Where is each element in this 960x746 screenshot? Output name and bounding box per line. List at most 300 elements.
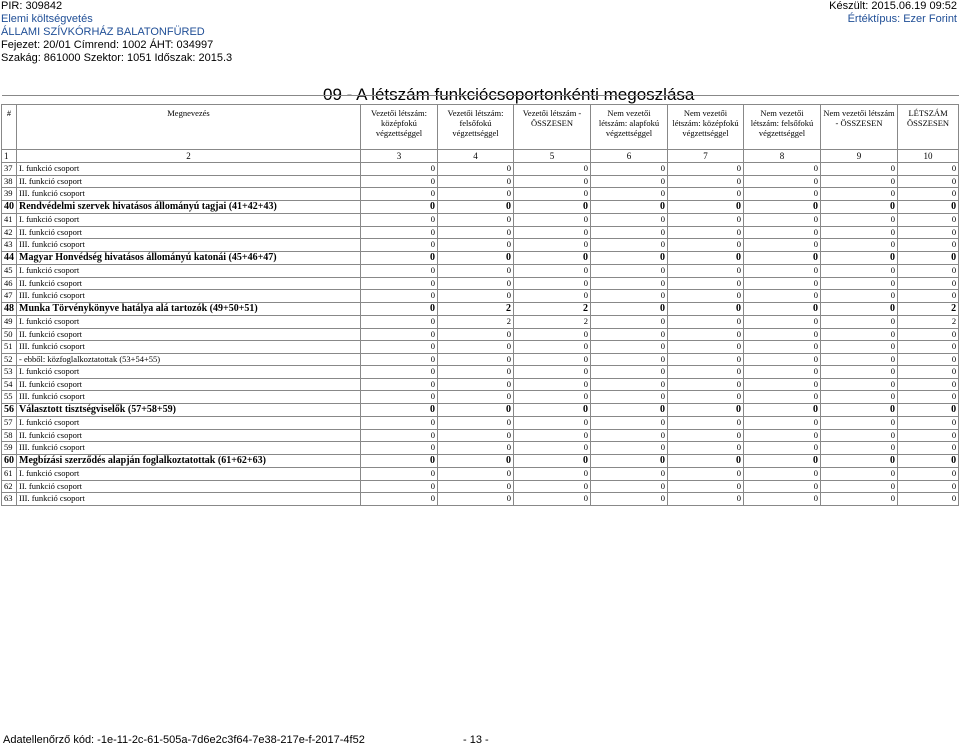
- cell-value: 0: [668, 316, 744, 329]
- cell-value: 0: [591, 251, 668, 265]
- row-number: 48: [2, 302, 17, 316]
- cell-value: 0: [821, 429, 898, 442]
- table-row: [2, 480, 959, 493]
- cell-value: 0: [898, 366, 959, 379]
- page-number: - 13 -: [463, 734, 489, 746]
- cell-value: 0: [668, 163, 744, 176]
- cell-value: 0: [591, 353, 668, 366]
- cell-value: 0: [438, 341, 514, 354]
- cell-value: 0: [591, 417, 668, 430]
- table-row: [2, 239, 959, 252]
- table-row: [2, 214, 959, 227]
- cell-value: 0: [361, 454, 438, 468]
- pir-line: PIR: 309842: [1, 0, 63, 12]
- cell-value: 0: [361, 403, 438, 417]
- table-row: [2, 403, 959, 417]
- cell-value: 0: [514, 366, 591, 379]
- row-number: 53: [2, 366, 17, 379]
- row-number: 54: [2, 378, 17, 391]
- cell-value: 2: [898, 316, 959, 329]
- cell-value: 0: [821, 214, 898, 227]
- table-row: [2, 200, 959, 214]
- cell-value: 0: [514, 378, 591, 391]
- cell-value: 0: [361, 391, 438, 404]
- column-number: 9: [821, 150, 898, 163]
- cell-value: 0: [591, 429, 668, 442]
- column-number: 7: [668, 150, 744, 163]
- cell-value: 0: [514, 353, 591, 366]
- row-number: 58: [2, 429, 17, 442]
- cell-value: 0: [668, 341, 744, 354]
- cell-value: 0: [744, 391, 821, 404]
- cell-value: 0: [591, 391, 668, 404]
- row-label: - ebből: közfoglalkoztatottak (53+54+55): [17, 353, 361, 366]
- cell-value: 0: [744, 341, 821, 354]
- cell-value: 0: [744, 265, 821, 278]
- cell-value: 0: [514, 239, 591, 252]
- table-row: [2, 265, 959, 278]
- column-header: Vezetői létszám - ÖSSZESEN: [514, 105, 591, 150]
- table-row: [2, 163, 959, 176]
- table-row: [2, 175, 959, 188]
- row-number: 47: [2, 290, 17, 303]
- cell-value: 0: [744, 328, 821, 341]
- institution-line: ÁLLAMI SZÍVKÓRHÁZ BALATONFÜRED: [1, 26, 205, 38]
- cell-value: 0: [361, 226, 438, 239]
- cell-value: 0: [821, 468, 898, 481]
- cell-value: 0: [898, 417, 959, 430]
- row-label: Rendvédelmi szervek hivatásos állományú tagjai (41+42+43): [17, 200, 361, 214]
- column-header: LÉTSZÁM ÖSSZESEN: [898, 105, 959, 150]
- column-header: Megnevezés: [17, 105, 361, 150]
- cell-value: 0: [898, 391, 959, 404]
- cell-value: 0: [744, 175, 821, 188]
- row-number: 50: [2, 328, 17, 341]
- cell-value: 0: [361, 468, 438, 481]
- cell-value: 0: [898, 163, 959, 176]
- cell-value: 0: [744, 468, 821, 481]
- cell-value: 0: [591, 226, 668, 239]
- cell-value: 0: [438, 454, 514, 468]
- column-number: 8: [744, 150, 821, 163]
- row-label: II. funkció csoport: [17, 378, 361, 391]
- row-label: I. funkció csoport: [17, 163, 361, 176]
- cell-value: 0: [514, 480, 591, 493]
- cell-value: 0: [591, 302, 668, 316]
- cell-value: 0: [361, 175, 438, 188]
- cell-value: 0: [514, 493, 591, 506]
- control-code: Adatellenőrző kód: -1e-11-2c-61-505a-7d6e2c3f64-7e38-217e-f-2017-4f52: [3, 734, 365, 746]
- cell-value: 0: [821, 163, 898, 176]
- row-number: 41: [2, 214, 17, 227]
- column-number: 2: [17, 150, 361, 163]
- row-label: I. funkció csoport: [17, 265, 361, 278]
- cell-value: 0: [821, 341, 898, 354]
- cell-value: 0: [668, 378, 744, 391]
- cell-value: 0: [438, 442, 514, 455]
- cell-value: 0: [514, 417, 591, 430]
- cell-value: 0: [514, 391, 591, 404]
- table-row: [2, 366, 959, 379]
- cell-value: 0: [821, 391, 898, 404]
- cell-value: 0: [744, 353, 821, 366]
- column-header: Nem vezetői létszám: felsőfokú végzettséggel: [744, 105, 821, 150]
- cell-value: 0: [591, 200, 668, 214]
- cell-value: 0: [361, 328, 438, 341]
- cell-value: 0: [744, 493, 821, 506]
- cell-value: 0: [361, 341, 438, 354]
- row-label: II. funkció csoport: [17, 175, 361, 188]
- row-number: 49: [2, 316, 17, 329]
- page-title: 09 - A létszám funkciócsoportonkénti megoszlása: [323, 85, 695, 104]
- cell-value: 0: [438, 391, 514, 404]
- column-number: 5: [514, 150, 591, 163]
- cell-value: 0: [668, 251, 744, 265]
- row-number: 63: [2, 493, 17, 506]
- row-number: 55: [2, 391, 17, 404]
- cell-value: 0: [668, 200, 744, 214]
- column-number-row: [2, 150, 959, 163]
- cell-value: 0: [744, 277, 821, 290]
- cell-value: 0: [514, 214, 591, 227]
- cell-value: 0: [821, 316, 898, 329]
- row-label: III. funkció csoport: [17, 188, 361, 201]
- cell-value: 0: [668, 175, 744, 188]
- cell-value: 0: [361, 480, 438, 493]
- cell-value: 0: [744, 454, 821, 468]
- cell-value: 0: [898, 493, 959, 506]
- cell-value: 2: [514, 302, 591, 316]
- table-row: [2, 277, 959, 290]
- row-label: III. funkció csoport: [17, 442, 361, 455]
- cell-value: 0: [591, 163, 668, 176]
- row-number: 40: [2, 200, 17, 214]
- cell-value: 0: [821, 265, 898, 278]
- row-label: II. funkció csoport: [17, 480, 361, 493]
- cell-value: 0: [821, 302, 898, 316]
- cell-value: 0: [514, 200, 591, 214]
- table-row: [2, 302, 959, 316]
- cell-value: 0: [668, 188, 744, 201]
- cell-value: 0: [668, 417, 744, 430]
- cell-value: 0: [821, 353, 898, 366]
- cell-value: 0: [668, 302, 744, 316]
- cell-value: 0: [744, 239, 821, 252]
- cell-value: 0: [591, 316, 668, 329]
- cell-value: 0: [821, 417, 898, 430]
- cell-value: 0: [898, 290, 959, 303]
- cell-value: 0: [438, 353, 514, 366]
- cell-value: 0: [514, 429, 591, 442]
- cell-value: 0: [744, 200, 821, 214]
- cell-value: 0: [361, 251, 438, 265]
- cell-value: 0: [361, 442, 438, 455]
- column-header-row: [2, 105, 959, 150]
- row-label: I. funkció csoport: [17, 417, 361, 430]
- cell-value: 0: [744, 442, 821, 455]
- cell-value: 0: [514, 251, 591, 265]
- column-header: Nem vezetői létszám: alapfokú végzettséggel: [591, 105, 668, 150]
- cell-value: 0: [898, 277, 959, 290]
- cell-value: 0: [591, 214, 668, 227]
- cell-value: 0: [821, 188, 898, 201]
- report-header-left: [1, 0, 232, 65]
- cell-value: 0: [591, 290, 668, 303]
- table-row: [2, 226, 959, 239]
- cell-value: 0: [361, 378, 438, 391]
- row-number: 42: [2, 226, 17, 239]
- cell-value: 0: [438, 188, 514, 201]
- cell-value: 0: [744, 429, 821, 442]
- row-label: II. funkció csoport: [17, 226, 361, 239]
- table-row: [2, 316, 959, 329]
- table-row: [2, 493, 959, 506]
- cell-value: 0: [361, 163, 438, 176]
- cell-value: 0: [438, 163, 514, 176]
- cell-value: 0: [821, 442, 898, 455]
- row-number: 44: [2, 251, 17, 265]
- table-row: [2, 429, 959, 442]
- cell-value: 0: [668, 366, 744, 379]
- cell-value: 0: [361, 290, 438, 303]
- cell-value: 0: [821, 454, 898, 468]
- cell-value: 0: [668, 429, 744, 442]
- cell-value: 0: [514, 163, 591, 176]
- cell-value: 0: [591, 493, 668, 506]
- row-label: I. funkció csoport: [17, 468, 361, 481]
- cell-value: 0: [668, 277, 744, 290]
- cell-value: 0: [438, 214, 514, 227]
- row-label: III. funkció csoport: [17, 290, 361, 303]
- cell-value: 0: [821, 378, 898, 391]
- cell-value: 0: [514, 341, 591, 354]
- cell-value: 0: [591, 480, 668, 493]
- cell-value: 0: [898, 175, 959, 188]
- table-row: [2, 251, 959, 265]
- cell-value: 0: [514, 277, 591, 290]
- cell-value: 0: [898, 341, 959, 354]
- cell-value: 0: [744, 188, 821, 201]
- table-row: [2, 468, 959, 481]
- row-label: Választott tisztségviselők (57+58+59): [17, 403, 361, 417]
- cell-value: 0: [361, 353, 438, 366]
- cell-value: 0: [591, 188, 668, 201]
- cell-value: 0: [744, 251, 821, 265]
- cell-value: 0: [591, 378, 668, 391]
- column-header: Vezetői létszám: felsőfokú végzettséggel: [438, 105, 514, 150]
- cell-value: 0: [514, 265, 591, 278]
- cell-value: 0: [744, 316, 821, 329]
- cell-value: 0: [898, 328, 959, 341]
- table-row: [2, 378, 959, 391]
- cell-value: 0: [361, 429, 438, 442]
- cell-value: 0: [668, 328, 744, 341]
- cell-value: 0: [821, 366, 898, 379]
- cell-value: 0: [438, 468, 514, 481]
- cell-value: 0: [898, 468, 959, 481]
- cell-value: 0: [591, 175, 668, 188]
- cell-value: 0: [898, 442, 959, 455]
- row-number: 52: [2, 353, 17, 366]
- cell-value: 0: [438, 328, 514, 341]
- cell-value: 2: [898, 302, 959, 316]
- cell-value: 0: [514, 226, 591, 239]
- cell-value: 0: [514, 442, 591, 455]
- cell-value: 0: [514, 188, 591, 201]
- table-row: [2, 341, 959, 354]
- cell-value: 0: [438, 366, 514, 379]
- cell-value: 0: [591, 277, 668, 290]
- cell-value: 0: [514, 468, 591, 481]
- cell-value: 0: [898, 429, 959, 442]
- table-row: [2, 290, 959, 303]
- row-number: 61: [2, 468, 17, 481]
- cell-value: 0: [898, 239, 959, 252]
- cell-value: 0: [744, 226, 821, 239]
- cell-value: 0: [668, 403, 744, 417]
- cell-value: 0: [591, 328, 668, 341]
- cell-value: 0: [744, 214, 821, 227]
- cell-value: 0: [668, 493, 744, 506]
- cell-value: 0: [438, 378, 514, 391]
- cell-value: 2: [438, 302, 514, 316]
- cell-value: 0: [438, 290, 514, 303]
- cell-value: 0: [438, 493, 514, 506]
- row-label: I. funkció csoport: [17, 316, 361, 329]
- column-header: #: [2, 105, 17, 150]
- row-number: 59: [2, 442, 17, 455]
- cell-value: 0: [438, 239, 514, 252]
- cell-value: 2: [514, 316, 591, 329]
- cell-value: 0: [821, 493, 898, 506]
- table-row: [2, 442, 959, 455]
- row-label: III. funkció csoport: [17, 239, 361, 252]
- cell-value: 0: [668, 391, 744, 404]
- cell-value: 0: [438, 200, 514, 214]
- cell-value: 0: [744, 366, 821, 379]
- cell-value: 0: [361, 417, 438, 430]
- table-row: [2, 417, 959, 430]
- cell-value: 0: [514, 290, 591, 303]
- cell-value: 0: [668, 214, 744, 227]
- row-number: 39: [2, 188, 17, 201]
- cell-value: 0: [898, 378, 959, 391]
- row-label: II. funkció csoport: [17, 277, 361, 290]
- cell-value: 0: [898, 251, 959, 265]
- cell-value: 0: [744, 403, 821, 417]
- cell-value: 0: [361, 493, 438, 506]
- chapter-line: Fejezet: 20/01 Címrend: 1002 ÁHT: 034997: [1, 39, 214, 51]
- cell-value: 0: [438, 277, 514, 290]
- cell-value: 0: [898, 226, 959, 239]
- report-type-line: Elemi költségvetés: [1, 13, 93, 25]
- cell-value: 0: [361, 366, 438, 379]
- cell-value: 0: [821, 239, 898, 252]
- cell-value: 0: [361, 239, 438, 252]
- row-number: 46: [2, 277, 17, 290]
- cell-value: 0: [514, 403, 591, 417]
- cell-value: 0: [361, 214, 438, 227]
- table-body: [2, 163, 959, 506]
- cell-value: 0: [821, 480, 898, 493]
- cell-value: 0: [898, 265, 959, 278]
- column-number: 3: [361, 150, 438, 163]
- sector-line: Szakág: 861000 Szektor: 1051 Időszak: 2015.3: [1, 52, 233, 64]
- cell-value: 0: [438, 226, 514, 239]
- cell-value: 0: [438, 251, 514, 265]
- row-number: 37: [2, 163, 17, 176]
- row-label: Munka Törvénykönyve hatálya alá tartozók (49+50+51): [17, 302, 361, 316]
- cell-value: 0: [438, 429, 514, 442]
- cell-value: 0: [821, 403, 898, 417]
- cell-value: 0: [821, 175, 898, 188]
- cell-value: 0: [744, 290, 821, 303]
- cell-value: 0: [821, 277, 898, 290]
- cell-value: 0: [668, 265, 744, 278]
- headcount-table: [1, 95, 959, 506]
- cell-value: 0: [821, 290, 898, 303]
- row-number: 62: [2, 480, 17, 493]
- cell-value: 0: [591, 403, 668, 417]
- cell-value: 0: [514, 328, 591, 341]
- cell-value: 0: [898, 200, 959, 214]
- cell-value: 0: [361, 265, 438, 278]
- row-number: 45: [2, 265, 17, 278]
- row-number: 51: [2, 341, 17, 354]
- column-header: Vezetői létszám: középfokú végzettséggel: [361, 105, 438, 150]
- row-label: III. funkció csoport: [17, 341, 361, 354]
- row-label: II. funkció csoport: [17, 429, 361, 442]
- cell-value: 0: [744, 480, 821, 493]
- cell-value: 2: [438, 316, 514, 329]
- row-number: 57: [2, 417, 17, 430]
- cell-value: 0: [361, 302, 438, 316]
- table-row: [2, 328, 959, 341]
- column-header: Nem vezetői létszám - ÖSSZESEN: [821, 105, 898, 150]
- cell-value: 0: [668, 480, 744, 493]
- cell-value: 0: [361, 200, 438, 214]
- row-number: 38: [2, 175, 17, 188]
- column-header: Nem vezetői létszám: középfokú végzettséggel: [668, 105, 744, 150]
- cell-value: 0: [898, 403, 959, 417]
- row-label: III. funkció csoport: [17, 493, 361, 506]
- row-label: I. funkció csoport: [17, 366, 361, 379]
- cell-value: 0: [668, 239, 744, 252]
- cell-value: 0: [591, 341, 668, 354]
- cell-value: 0: [591, 468, 668, 481]
- row-number: 43: [2, 239, 17, 252]
- cell-value: 0: [438, 480, 514, 493]
- cell-value: 0: [898, 214, 959, 227]
- row-label: Magyar Honvédség hivatásos állományú katonái (45+46+47): [17, 251, 361, 265]
- cell-value: 0: [591, 454, 668, 468]
- cell-value: 0: [744, 302, 821, 316]
- cell-value: 0: [591, 442, 668, 455]
- cell-value: 0: [668, 353, 744, 366]
- table-row: [2, 188, 959, 201]
- created-line: Készült: 2015.06.19 09:52: [829, 0, 957, 12]
- cell-value: 0: [898, 480, 959, 493]
- table-row: [2, 391, 959, 404]
- cell-value: 0: [744, 163, 821, 176]
- cell-value: 0: [668, 290, 744, 303]
- table-row: [2, 454, 959, 468]
- cell-value: 0: [361, 188, 438, 201]
- table-row: [2, 353, 959, 366]
- cell-value: 0: [591, 366, 668, 379]
- cell-value: 0: [668, 442, 744, 455]
- row-number: 60: [2, 454, 17, 468]
